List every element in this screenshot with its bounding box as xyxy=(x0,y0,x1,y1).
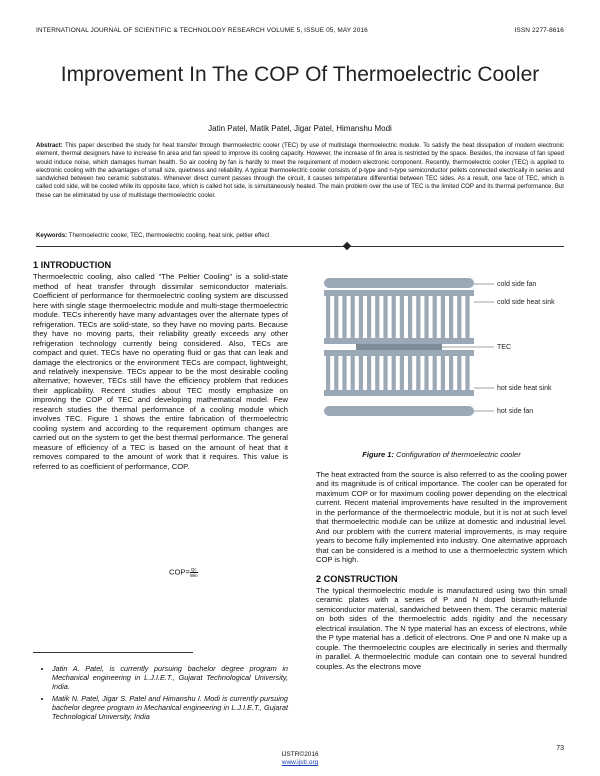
figure-caption-text: Configuration of thermoelectric cooler xyxy=(396,450,521,459)
keywords-text: Thermoelectric cooler, TEC, thermoelectric cooling, heat sink, peltier effect xyxy=(68,232,270,239)
left-column xyxy=(33,261,288,471)
hot-side-fan xyxy=(324,406,474,416)
abstract-text: This paper described the study for heat transfer through thermoelectric cooler (TEC) by use of multistage thermoelectric module. To satisfy the heat dissipation of modern electronic element, thermal designers have to increase fin area and fan speed to improve its cooling capacity. However, the increase of fin area is restricted by the space. Besides, the increase of fan speed would induce noise, which damages human health. So air cooling by fan is hardly to meet the requirement of modern electronic component. Recently, thermoelectric cooler (TEC) is applied to electronic cooling with the advantages of small size, quietness and reliability. A typical thermoelectric cooler consists of p-type and n-type semiconductor pellets connected electrically in series and sandwiched between two ceramic substrates. Whenever direct current passes through the circuit, it causes temperature differential between TEC sides. As a result, one face of TEC, which is called cold side, will be cooled while its opposite face, which is called hot side, is simultaneously heated. The main problem over the use of TEC is the limited COP and its thermal performance. But these can be eliminated by use of multistage thermoelectric cooler. xyxy=(36,142,564,199)
page-footer xyxy=(0,751,600,767)
tec-module xyxy=(356,344,442,350)
author-footnotes xyxy=(40,664,288,724)
figure-caption-label: Figure 1: xyxy=(362,450,394,459)
heat-sink-fin xyxy=(465,356,469,390)
heat-sink-fin xyxy=(465,296,469,338)
hot-side-fins xyxy=(324,350,474,390)
formula-numerator: Qc xyxy=(190,567,197,572)
abstract-label: Abstract: xyxy=(36,142,63,149)
heat-sink-fin xyxy=(351,356,355,390)
heat-sink-fin xyxy=(424,296,428,338)
label-hot-side-fan: hot side fan xyxy=(497,408,534,415)
heat-sink-fin xyxy=(326,356,330,390)
label-cold-side-fan: cold side fan xyxy=(497,281,537,288)
formula-fraction xyxy=(190,567,198,578)
journal-header xyxy=(36,27,564,34)
heat-sink-fin xyxy=(433,356,437,390)
divider-diamond-icon xyxy=(343,242,351,250)
heat-sink-fin xyxy=(441,296,445,338)
heat-sink-fin xyxy=(351,296,355,338)
heat-sink-fin xyxy=(400,356,404,390)
cooling-power-paragraph: The heat extracted from the source is also referred to as the cooling power and its magnitude is of critical importance. The cooler can be operated for maximum COP or for maximum cooling power depending on the electrical current. Recent material improvements have resulted in the improvement in the performance of the thermoelectric module, but it is not at such level that thermoelectric module can be utilize at domestic and industrial level. And our problem with the current material improvements, is may require years to become fully implemented into industry. One alternative approach that can be considered is a method to use a thermoelectric system which COP is high. xyxy=(316,470,567,565)
heat-sink-plate xyxy=(324,350,474,356)
heat-sink-fin xyxy=(383,356,387,390)
intro-heading: 1 INTRODUCTION xyxy=(33,260,112,270)
heat-sink-fin xyxy=(342,356,346,390)
authors: Jatin Patel, Matik Patel, Jigar Patel, Himanshu Modi xyxy=(208,124,392,133)
label-cold-side-heat-sink: cold side heat sink xyxy=(497,299,555,306)
formula-denominator: Win xyxy=(189,573,198,578)
heat-sink-fin xyxy=(334,296,338,338)
cop-formula xyxy=(169,567,198,578)
tec-configuration-figure xyxy=(316,276,567,426)
footnote-rule xyxy=(33,652,193,653)
heat-sink-fin xyxy=(416,356,420,390)
label-hot-side-heat-sink: hot side heat sink xyxy=(497,385,552,392)
heat-sink-fin xyxy=(375,296,379,338)
construction-text: The typical thermoelectric module is manufactured using two thin small ceramic plates with a series of P and N doped bismuth-telluride semiconductor material, sandwiched between them. The ceramic material on both sides of the thermoelectric adds rigidity and the necessary electrical insulation. The N type material has an excess of electrons, while the P type material has a .deficit of electrons. One P and one N make up a couple. The thermoelectric couples are electrically in series and thermally in parallel. A thermoelectric module can contain one to several hundred couples. As the electrons move xyxy=(316,585,567,671)
heat-sink-fin xyxy=(441,356,445,390)
footer-url[interactable]: www.ijstr.org xyxy=(281,759,319,766)
figure-caption xyxy=(316,450,567,459)
heat-sink-fin xyxy=(408,356,412,390)
page-number: 73 xyxy=(556,745,564,752)
heat-sink-fin xyxy=(400,296,404,338)
label-tec: TEC xyxy=(497,344,511,351)
abstract xyxy=(36,142,564,200)
keywords-label: Keywords: xyxy=(36,232,68,239)
heat-sink-fin xyxy=(367,296,371,338)
heat-sink-plate xyxy=(324,338,474,344)
heat-sink-fin xyxy=(449,356,453,390)
heat-sink-fin xyxy=(383,296,387,338)
heat-sink-fin xyxy=(342,296,346,338)
heat-sink-fin xyxy=(359,356,363,390)
heat-sink-fin xyxy=(375,356,379,390)
paper-title: Improvement In The COP Of Thermoelectric Cooler xyxy=(60,63,540,86)
heat-sink-fin xyxy=(334,356,338,390)
footnote-1: • Jatin A. Patel, is currently pursuing bachelor degree program in Mechanical engineering in L.J.I.E.T., Gujarat Technological University, India. xyxy=(52,664,288,691)
heat-sink-fin xyxy=(392,356,396,390)
heat-sink-fin xyxy=(367,356,371,390)
heat-sink-fin xyxy=(449,296,453,338)
heat-sink-fin xyxy=(416,296,420,338)
cold-side-fan xyxy=(324,278,474,288)
cold-side-fins xyxy=(324,296,474,344)
cold-side-heat-sink-base xyxy=(324,290,474,296)
footnote-2: • Matik N. Patel, Jigar S. Patel and Himanshu I. Modi is currently pursuing bachelor degree program in Mechanical engineering in L.J.I.E.T., Gujarat Technological University, India xyxy=(52,694,288,721)
heat-sink-fin xyxy=(408,296,412,338)
hot-side-heat-sink-base xyxy=(324,390,474,396)
right-column xyxy=(316,470,567,671)
intro-text: Thermoelectric cooling, also called "The Peltier Cooling" is a solid-state method of heat transfer through dissimilar semiconductor materials. Coefficient of performance for thermoelectric cooling system are discussed here with single stage thermoelectric module and multi-stage thermoelectric module. TECs inherently have many advantages over the alternate types of refrigeration. TECs are solid-state, so they have no moving parts. Because they have no moving parts, their reliability greatly exceeds any other refrigeration technology currently being considered. Also, TECs are compact and quiet. TECs have no operating fluid or gas that can leak and damage the electronics or the environment TECs are compact, lightweight, and relatively inexpensive. TECs appear to be the most desirable cooling alternative; however, TECs still have the efficiency problem that reduces their applicability. Recent studies about TEC mostly emphasize on improving the COP of TEC and developing mathematical model. Few research studies the thermal performance of a cooling module which involves TEC. Figure 1 shows the entire fabrication of thermoelectric cooling system and according to the requirement optimum changes are carried out on the system to get the best thermal performance. The general measure of efficiency of a TEC is based on the amount of heat that it removes compared to the amount of work that it requires. This value is referred to as coefficient of performance, COP. xyxy=(33,272,288,471)
heat-sink-fin xyxy=(424,356,428,390)
heat-sink-fin xyxy=(359,296,363,338)
heat-sink-fin xyxy=(457,296,461,338)
keywords xyxy=(36,232,564,239)
heat-sink-fin xyxy=(457,356,461,390)
heat-sink-fin xyxy=(326,296,330,338)
heat-sink-fin xyxy=(392,296,396,338)
journal-name: INTERNATIONAL JOURNAL OF SCIENTIFIC & TECHNOLOGY RESEARCH VOLUME 5, ISSUE 05, MAY 2016 xyxy=(36,27,368,34)
issn: ISSN 2277-8616 xyxy=(514,27,564,34)
heat-sink-fin xyxy=(433,296,437,338)
footer-code: IJSTR©2016 xyxy=(281,751,319,758)
formula-lhs: COP= xyxy=(169,567,190,577)
construction-heading: 2 CONSTRUCTION xyxy=(316,573,398,584)
